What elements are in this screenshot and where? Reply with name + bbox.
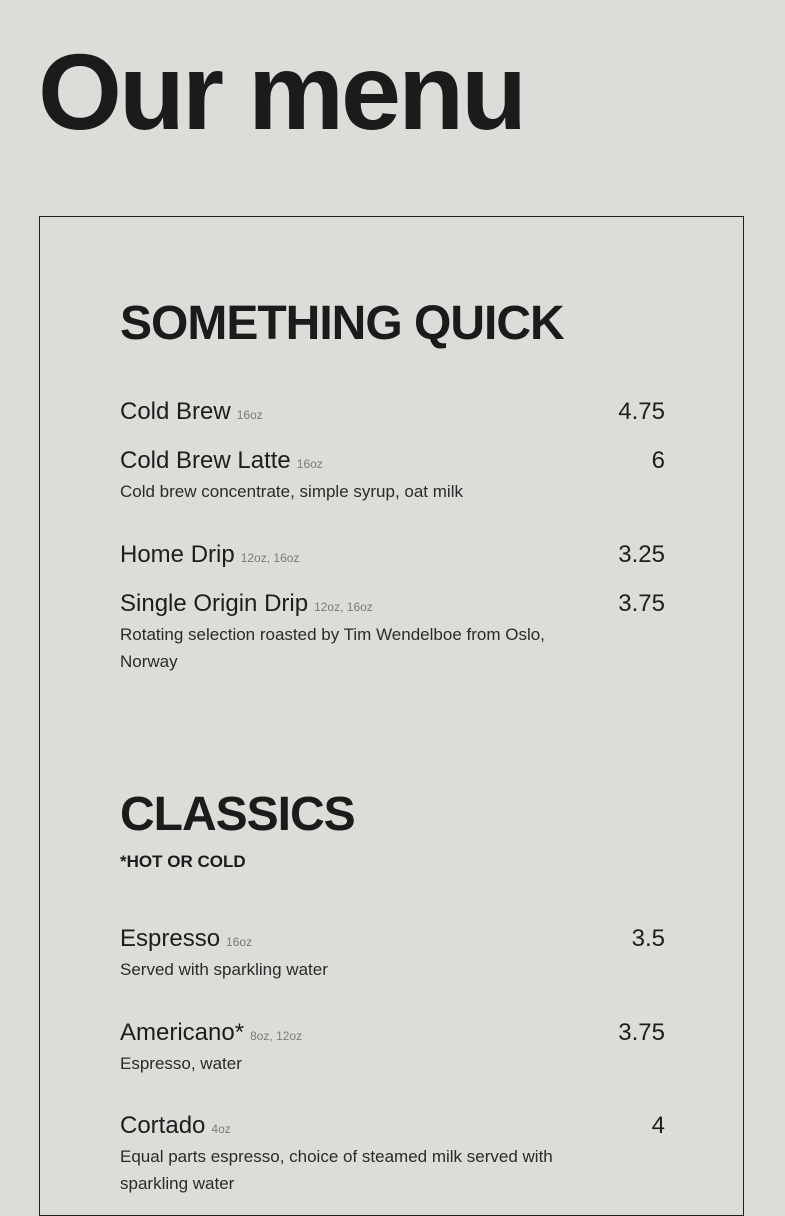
menu-item-americano: [120, 1018, 665, 1077]
item-price: 6: [651, 447, 665, 474]
item-size: 16oz: [236, 408, 263, 422]
item-price: 3.25: [618, 541, 665, 568]
item-name: Espresso: [120, 925, 221, 952]
section-heading-something-quick: SOMETHING QUICK: [120, 297, 564, 350]
menu-item-home-drip: [120, 540, 665, 570]
menu-item-cortado: [120, 1111, 665, 1197]
item-description: Rotating selection roasted by Tim Wendelboe from Oslo, Norway: [120, 625, 545, 671]
item-price: 4.75: [618, 398, 665, 425]
section-heading-classics: CLASSICS: [120, 788, 355, 841]
item-price: 3.75: [618, 590, 665, 617]
section-note: *HOT OR COLD: [120, 852, 246, 871]
item-description: Equal parts espresso, choice of steamed milk served with sparkling water: [120, 1147, 553, 1193]
item-size: 12oz, 16oz: [240, 551, 300, 565]
item-name: Americano*: [120, 1019, 245, 1046]
item-name: Cortado: [120, 1112, 206, 1139]
menu-item-cold-brew-latte: [120, 446, 665, 505]
menu-item-single-origin-drip: [120, 589, 665, 675]
page-title: Our menu: [38, 31, 525, 152]
item-price: 3.75: [618, 1019, 665, 1046]
item-name: Cold Brew Latte: [120, 447, 291, 474]
item-size: 16oz: [296, 457, 323, 471]
item-size: 16oz: [226, 935, 253, 949]
item-name: Home Drip: [120, 541, 235, 568]
item-size: 8oz, 12oz: [250, 1029, 303, 1043]
item-description: Cold brew concentrate, simple syrup, oat milk: [120, 482, 463, 501]
item-description: Espresso, water: [120, 1054, 242, 1073]
item-size: 12oz, 16oz: [314, 600, 373, 614]
menu-item-espresso: [120, 924, 665, 983]
item-price: 4: [651, 1112, 665, 1139]
item-description: Served with sparkling water: [120, 960, 328, 979]
item-name: Cold Brew: [120, 398, 231, 425]
item-size: 4oz: [211, 1122, 231, 1136]
item-price: 3.5: [631, 925, 665, 952]
menu-item-cold-brew: [120, 397, 665, 427]
item-name: Single Origin Drip: [120, 590, 309, 617]
